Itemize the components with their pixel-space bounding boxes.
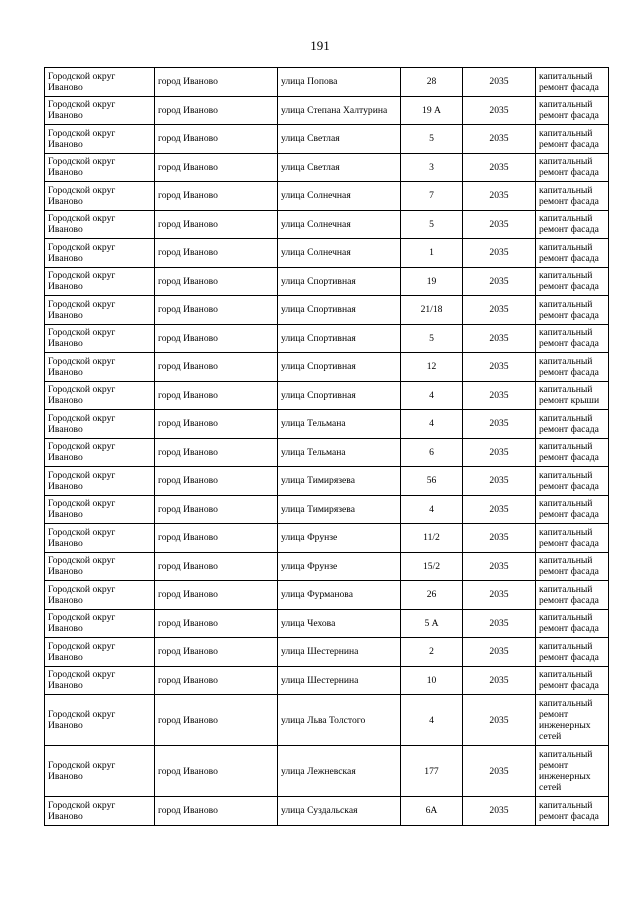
street-cell: улица Спортивная bbox=[278, 267, 401, 296]
house-number-cell: 177 bbox=[401, 746, 463, 797]
municipal-district-cell: Городской округ Иваново bbox=[45, 746, 155, 797]
table-row bbox=[45, 666, 609, 695]
house-number-cell: 6А bbox=[401, 797, 463, 826]
page-number: 191 bbox=[310, 38, 330, 53]
planned-year-cell: 2035 bbox=[463, 609, 536, 638]
house-number-cell: 21/18 bbox=[401, 296, 463, 325]
work-type-cell: капитальный ремонт фасада bbox=[536, 581, 609, 610]
work-type-cell: капитальный ремонт фасада bbox=[536, 438, 609, 467]
house-number-cell: 4 bbox=[401, 695, 463, 746]
table-row bbox=[45, 695, 609, 746]
street-cell: улица Фрунзе bbox=[278, 524, 401, 553]
street-cell: улица Степана Халтурина bbox=[278, 96, 401, 125]
street-cell: улица Суздальская bbox=[278, 797, 401, 826]
street-cell: улица Солнечная bbox=[278, 210, 401, 239]
street-cell: улица Светлая bbox=[278, 125, 401, 154]
municipal-district-cell: Городской округ Иваново bbox=[45, 381, 155, 410]
work-type-cell: капитальный ремонт фасада bbox=[536, 495, 609, 524]
table-row bbox=[45, 524, 609, 553]
table-row bbox=[45, 381, 609, 410]
municipal-district-cell: Городской округ Иваново bbox=[45, 210, 155, 239]
house-number-cell: 11/2 bbox=[401, 524, 463, 553]
work-type-cell: капитальный ремонт крыши bbox=[536, 381, 609, 410]
street-cell: улица Спортивная bbox=[278, 381, 401, 410]
house-number-cell: 26 bbox=[401, 581, 463, 610]
settlement-cell: город Иваново bbox=[155, 581, 278, 610]
house-number-cell: 19 А bbox=[401, 96, 463, 125]
planned-year-cell: 2035 bbox=[463, 666, 536, 695]
work-type-cell: капитальный ремонт фасада bbox=[536, 353, 609, 382]
street-cell: улица Тельмана bbox=[278, 438, 401, 467]
work-type-cell: капитальный ремонт фасада bbox=[536, 609, 609, 638]
repair-schedule-table bbox=[44, 67, 609, 826]
settlement-cell: город Иваново bbox=[155, 638, 278, 667]
planned-year-cell: 2035 bbox=[463, 210, 536, 239]
municipal-district-cell: Городской округ Иваново bbox=[45, 797, 155, 826]
municipal-district-cell: Городской округ Иваново bbox=[45, 609, 155, 638]
table-row bbox=[45, 125, 609, 154]
municipal-district-cell: Городской округ Иваново bbox=[45, 438, 155, 467]
work-type-cell: капитальный ремонт фасада bbox=[536, 296, 609, 325]
street-cell: улица Тимирязева bbox=[278, 467, 401, 496]
house-number-cell: 4 bbox=[401, 410, 463, 439]
municipal-district-cell: Городской округ Иваново bbox=[45, 666, 155, 695]
table-row bbox=[45, 239, 609, 268]
municipal-district-cell: Городской округ Иваново bbox=[45, 68, 155, 97]
street-cell: улица Солнечная bbox=[278, 182, 401, 211]
planned-year-cell: 2035 bbox=[463, 324, 536, 353]
settlement-cell: город Иваново bbox=[155, 438, 278, 467]
house-number-cell: 4 bbox=[401, 495, 463, 524]
planned-year-cell: 2035 bbox=[463, 410, 536, 439]
planned-year-cell: 2035 bbox=[463, 96, 536, 125]
street-cell: улица Шестернина bbox=[278, 666, 401, 695]
table-row bbox=[45, 495, 609, 524]
planned-year-cell: 2035 bbox=[463, 296, 536, 325]
street-cell: улица Фурманова bbox=[278, 581, 401, 610]
work-type-cell: капитальный ремонт инженерных сетей bbox=[536, 695, 609, 746]
house-number-cell: 4 bbox=[401, 381, 463, 410]
work-type-cell: капитальный ремонт фасада bbox=[536, 182, 609, 211]
planned-year-cell: 2035 bbox=[463, 467, 536, 496]
planned-year-cell: 2035 bbox=[463, 353, 536, 382]
municipal-district-cell: Городской округ Иваново bbox=[45, 96, 155, 125]
work-type-cell: капитальный ремонт инженерных сетей bbox=[536, 746, 609, 797]
planned-year-cell: 2035 bbox=[463, 495, 536, 524]
table-row bbox=[45, 638, 609, 667]
settlement-cell: город Иваново bbox=[155, 267, 278, 296]
table-row bbox=[45, 581, 609, 610]
municipal-district-cell: Городской округ Иваново bbox=[45, 467, 155, 496]
settlement-cell: город Иваново bbox=[155, 96, 278, 125]
table-row bbox=[45, 153, 609, 182]
table-row bbox=[45, 353, 609, 382]
table-row bbox=[45, 296, 609, 325]
planned-year-cell: 2035 bbox=[463, 797, 536, 826]
table-row bbox=[45, 267, 609, 296]
settlement-cell: город Иваново bbox=[155, 666, 278, 695]
planned-year-cell: 2035 bbox=[463, 552, 536, 581]
work-type-cell: капитальный ремонт фасада bbox=[536, 666, 609, 695]
municipal-district-cell: Городской округ Иваново bbox=[45, 581, 155, 610]
work-type-cell: капитальный ремонт фасада bbox=[536, 96, 609, 125]
house-number-cell: 5 А bbox=[401, 609, 463, 638]
work-type-cell: капитальный ремонт фасада bbox=[536, 68, 609, 97]
planned-year-cell: 2035 bbox=[463, 125, 536, 154]
settlement-cell: город Иваново bbox=[155, 182, 278, 211]
municipal-district-cell: Городской округ Иваново bbox=[45, 695, 155, 746]
work-type-cell: капитальный ремонт фасада bbox=[536, 524, 609, 553]
municipal-district-cell: Городской округ Иваново bbox=[45, 267, 155, 296]
house-number-cell: 2 bbox=[401, 638, 463, 667]
house-number-cell: 6 bbox=[401, 438, 463, 467]
settlement-cell: город Иваново bbox=[155, 410, 278, 439]
municipal-district-cell: Городской округ Иваново bbox=[45, 296, 155, 325]
table-row bbox=[45, 797, 609, 826]
street-cell: улица Светлая bbox=[278, 153, 401, 182]
table-row bbox=[45, 182, 609, 211]
municipal-district-cell: Городской округ Иваново bbox=[45, 410, 155, 439]
settlement-cell: город Иваново bbox=[155, 68, 278, 97]
table-row bbox=[45, 438, 609, 467]
table-row bbox=[45, 324, 609, 353]
table-row bbox=[45, 210, 609, 239]
house-number-cell: 28 bbox=[401, 68, 463, 97]
work-type-cell: капитальный ремонт фасада bbox=[536, 410, 609, 439]
house-number-cell: 10 bbox=[401, 666, 463, 695]
planned-year-cell: 2035 bbox=[463, 524, 536, 553]
planned-year-cell: 2035 bbox=[463, 638, 536, 667]
work-type-cell: капитальный ремонт фасада bbox=[536, 797, 609, 826]
table-row bbox=[45, 96, 609, 125]
planned-year-cell: 2035 bbox=[463, 438, 536, 467]
planned-year-cell: 2035 bbox=[463, 746, 536, 797]
settlement-cell: город Иваново bbox=[155, 746, 278, 797]
settlement-cell: город Иваново bbox=[155, 210, 278, 239]
settlement-cell: город Иваново bbox=[155, 296, 278, 325]
planned-year-cell: 2035 bbox=[463, 581, 536, 610]
table-row bbox=[45, 552, 609, 581]
street-cell: улица Льва Толстого bbox=[278, 695, 401, 746]
settlement-cell: город Иваново bbox=[155, 552, 278, 581]
street-cell: улица Тельмана bbox=[278, 410, 401, 439]
settlement-cell: город Иваново bbox=[155, 495, 278, 524]
municipal-district-cell: Городской округ Иваново bbox=[45, 125, 155, 154]
planned-year-cell: 2035 bbox=[463, 267, 536, 296]
municipal-district-cell: Городской округ Иваново bbox=[45, 153, 155, 182]
municipal-district-cell: Городской округ Иваново bbox=[45, 524, 155, 553]
work-type-cell: капитальный ремонт фасада bbox=[536, 239, 609, 268]
municipal-district-cell: Городской округ Иваново bbox=[45, 324, 155, 353]
settlement-cell: город Иваново bbox=[155, 324, 278, 353]
settlement-cell: город Иваново bbox=[155, 695, 278, 746]
street-cell: улица Тимирязева bbox=[278, 495, 401, 524]
work-type-cell: капитальный ремонт фасада bbox=[536, 638, 609, 667]
planned-year-cell: 2035 bbox=[463, 182, 536, 211]
work-type-cell: капитальный ремонт фасада bbox=[536, 324, 609, 353]
street-cell: улица Лежневская bbox=[278, 746, 401, 797]
house-number-cell: 15/2 bbox=[401, 552, 463, 581]
municipal-district-cell: Городской округ Иваново bbox=[45, 495, 155, 524]
table-row bbox=[45, 467, 609, 496]
street-cell: улица Фрунзе bbox=[278, 552, 401, 581]
house-number-cell: 5 bbox=[401, 324, 463, 353]
house-number-cell: 1 bbox=[401, 239, 463, 268]
street-cell: улица Попова bbox=[278, 68, 401, 97]
settlement-cell: город Иваново bbox=[155, 381, 278, 410]
work-type-cell: капитальный ремонт фасада bbox=[536, 210, 609, 239]
table-row bbox=[45, 746, 609, 797]
table-body bbox=[45, 68, 609, 826]
planned-year-cell: 2035 bbox=[463, 68, 536, 97]
street-cell: улица Спортивная bbox=[278, 324, 401, 353]
table-row bbox=[45, 410, 609, 439]
work-type-cell: капитальный ремонт фасада bbox=[536, 153, 609, 182]
street-cell: улица Спортивная bbox=[278, 296, 401, 325]
settlement-cell: город Иваново bbox=[155, 524, 278, 553]
municipal-district-cell: Городской округ Иваново bbox=[45, 353, 155, 382]
settlement-cell: город Иваново bbox=[155, 125, 278, 154]
settlement-cell: город Иваново bbox=[155, 239, 278, 268]
settlement-cell: город Иваново bbox=[155, 153, 278, 182]
municipal-district-cell: Городской округ Иваново bbox=[45, 638, 155, 667]
settlement-cell: город Иваново bbox=[155, 467, 278, 496]
house-number-cell: 19 bbox=[401, 267, 463, 296]
street-cell: улица Шестернина bbox=[278, 638, 401, 667]
street-cell: улица Спортивная bbox=[278, 353, 401, 382]
work-type-cell: капитальный ремонт фасада bbox=[536, 125, 609, 154]
house-number-cell: 12 bbox=[401, 353, 463, 382]
house-number-cell: 56 bbox=[401, 467, 463, 496]
street-cell: улица Чехова bbox=[278, 609, 401, 638]
street-cell: улица Солнечная bbox=[278, 239, 401, 268]
planned-year-cell: 2035 bbox=[463, 153, 536, 182]
table-row bbox=[45, 68, 609, 97]
work-type-cell: капитальный ремонт фасада bbox=[536, 552, 609, 581]
settlement-cell: город Иваново bbox=[155, 609, 278, 638]
house-number-cell: 3 bbox=[401, 153, 463, 182]
municipal-district-cell: Городской округ Иваново bbox=[45, 552, 155, 581]
planned-year-cell: 2035 bbox=[463, 381, 536, 410]
work-type-cell: капитальный ремонт фасада bbox=[536, 267, 609, 296]
house-number-cell: 5 bbox=[401, 210, 463, 239]
table-row bbox=[45, 609, 609, 638]
settlement-cell: город Иваново bbox=[155, 797, 278, 826]
work-type-cell: капитальный ремонт фасада bbox=[536, 467, 609, 496]
house-number-cell: 7 bbox=[401, 182, 463, 211]
municipal-district-cell: Городской округ Иваново bbox=[45, 239, 155, 268]
planned-year-cell: 2035 bbox=[463, 695, 536, 746]
planned-year-cell: 2035 bbox=[463, 239, 536, 268]
house-number-cell: 5 bbox=[401, 125, 463, 154]
municipal-district-cell: Городской округ Иваново bbox=[45, 182, 155, 211]
settlement-cell: город Иваново bbox=[155, 353, 278, 382]
